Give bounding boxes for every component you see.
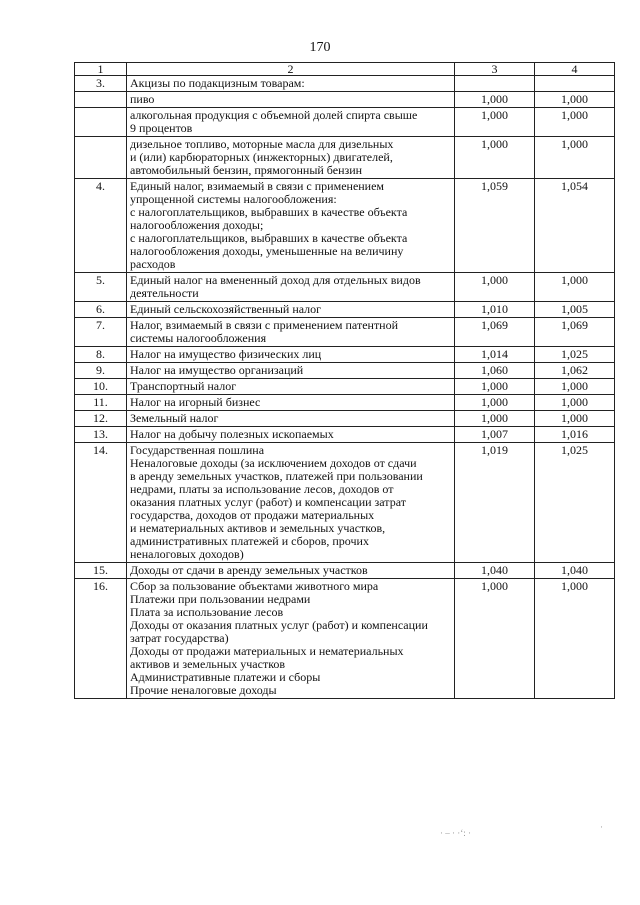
coefficient-col4: 1,000 xyxy=(535,137,615,179)
row-number: 6. xyxy=(75,302,127,318)
description-line: алкогольная продукция с объемной долей спирта свыше xyxy=(130,108,418,122)
description-line: недрами, платы за использование лесов, доходов от xyxy=(130,482,394,496)
coefficient-col3: 1,019 xyxy=(455,443,535,563)
coefficient-col4: 1,000 xyxy=(535,273,615,302)
row-description xyxy=(127,579,455,699)
table-row xyxy=(75,108,615,137)
coefficient-col4 xyxy=(535,76,615,92)
row-description xyxy=(127,76,455,92)
table-row xyxy=(75,427,615,443)
description-line: государства, доходов от продажи материальных xyxy=(130,508,375,522)
coefficient-col3: 1,059 xyxy=(455,179,535,273)
row-description xyxy=(127,427,455,443)
coefficient-col3: 1,000 xyxy=(455,411,535,427)
coefficient-col3: 1,040 xyxy=(455,563,535,579)
row-description xyxy=(127,318,455,347)
description-line: Акцизы по подакцизным товарам: xyxy=(130,76,305,90)
coefficient-col4: 1,025 xyxy=(535,443,615,563)
description-line: неналоговых доходов) xyxy=(130,547,244,561)
description-line: Доходы от сдачи в аренду земельных участков xyxy=(130,563,368,577)
coefficient-col4: 1,000 xyxy=(535,411,615,427)
description-line: Налог на игорный бизнес xyxy=(130,395,261,409)
table-row xyxy=(75,179,615,273)
description-line: оказания платных услуг (работ) и компенсации затрат xyxy=(130,495,406,509)
coefficient-col3: 1,000 xyxy=(455,379,535,395)
description-line: 9 процентов xyxy=(130,121,193,135)
description-line: Единый налог на вмененный доход для отдельных видов xyxy=(130,273,421,287)
header-cell-1: 1 xyxy=(75,63,127,76)
row-number xyxy=(75,137,127,179)
table-row xyxy=(75,395,615,411)
row-description xyxy=(127,137,455,179)
description-line: активов и земельных участков xyxy=(130,657,286,671)
description-line: упрощенной системы налогообложения: xyxy=(130,192,337,206)
row-description xyxy=(127,395,455,411)
table-row xyxy=(75,443,615,563)
description-line: Неналоговые доходы (за исключением доходов от сдачи xyxy=(130,456,417,470)
row-number: 11. xyxy=(75,395,127,411)
coefficient-col4: 1,000 xyxy=(535,92,615,108)
header-cell-2: 2 xyxy=(127,63,455,76)
description-line: Административные платежи и сборы xyxy=(130,670,321,684)
description-line: Транспортный налог xyxy=(130,379,237,393)
coefficient-col3: 1,000 xyxy=(455,108,535,137)
row-number: 4. xyxy=(75,179,127,273)
description-line: затрат государства) xyxy=(130,631,229,645)
row-number: 10. xyxy=(75,379,127,395)
description-line: Налог на имущество физических лиц xyxy=(130,347,322,361)
coefficient-col4: 1,000 xyxy=(535,395,615,411)
row-number: 12. xyxy=(75,411,127,427)
description-line: Единый сельскохозяйственный налог xyxy=(130,302,322,316)
row-description xyxy=(127,273,455,302)
coefficient-col3: 1,060 xyxy=(455,363,535,379)
description-line: расходов xyxy=(130,257,176,271)
table-row xyxy=(75,318,615,347)
tax-coefficients-table xyxy=(74,62,615,699)
row-number xyxy=(75,92,127,108)
coefficient-col3: 1,000 xyxy=(455,137,535,179)
header-cell-3: 3 xyxy=(455,63,535,76)
description-line: Налог на добычу полезных ископаемых xyxy=(130,427,334,441)
table-body xyxy=(75,63,615,699)
description-line: дизельное топливо, моторные масла для дизельных xyxy=(130,137,394,151)
description-line: Налог на имущество организаций xyxy=(130,363,304,377)
table-row xyxy=(75,411,615,427)
row-number: 15. xyxy=(75,563,127,579)
description-line: и (или) карбюраторных (инжекторных) двигателей, xyxy=(130,150,393,164)
row-number: 9. xyxy=(75,363,127,379)
coefficient-col4: 1,054 xyxy=(535,179,615,273)
page-number: 170 xyxy=(309,40,331,55)
coefficient-col4: 1,000 xyxy=(535,379,615,395)
description-line: с налогоплательщиков, выбравших в качестве объекта xyxy=(130,231,408,245)
description-line: с налогоплательщиков, выбравших в качестве объекта xyxy=(130,205,408,219)
coefficient-col4: 1,062 xyxy=(535,363,615,379)
coefficient-col3: 1,014 xyxy=(455,347,535,363)
table-row xyxy=(75,273,615,302)
description-line: в аренду земельных участков, платежей при пользовании xyxy=(130,469,423,483)
row-number: 16. xyxy=(75,579,127,699)
coefficient-col4: 1,005 xyxy=(535,302,615,318)
description-line: Прочие неналоговые доходы xyxy=(130,683,277,697)
description-line: Платежи при пользовании недрами xyxy=(130,592,311,606)
coefficient-col3: 1,000 xyxy=(455,579,535,699)
description-line: Единый налог, взимаемый в связи с применением xyxy=(130,179,385,193)
coefficient-col3: 1,010 xyxy=(455,302,535,318)
row-number: 5. xyxy=(75,273,127,302)
row-description xyxy=(127,363,455,379)
table-row xyxy=(75,92,615,108)
table-row xyxy=(75,379,615,395)
description-line: налогообложения доходы; xyxy=(130,218,264,232)
description-line: Налог, взимаемый в связи с применением патентной xyxy=(130,318,399,332)
coefficient-col3: 1,000 xyxy=(455,273,535,302)
description-line: и нематериальных активов и земельных участков, xyxy=(130,521,386,535)
coefficient-col4: 1,000 xyxy=(535,579,615,699)
row-number xyxy=(75,108,127,137)
description-line: Земельный налог xyxy=(130,411,219,425)
coefficient-col4: 1,069 xyxy=(535,318,615,347)
row-description xyxy=(127,443,455,563)
coefficient-col3: 1,007 xyxy=(455,427,535,443)
scan-artifact-edge: · xyxy=(600,822,603,832)
header-row xyxy=(75,63,615,76)
row-description xyxy=(127,108,455,137)
description-line: Плата за использование лесов xyxy=(130,605,284,619)
table-row xyxy=(75,347,615,363)
description-line: Доходы от продажи материальных и нематериальных xyxy=(130,644,404,658)
coefficient-col3: 1,000 xyxy=(455,395,535,411)
coefficient-col4: 1,000 xyxy=(535,108,615,137)
table-row xyxy=(75,363,615,379)
row-number: 13. xyxy=(75,427,127,443)
row-description xyxy=(127,563,455,579)
coefficient-col4: 1,025 xyxy=(535,347,615,363)
table-row xyxy=(75,579,615,699)
row-description xyxy=(127,347,455,363)
row-description xyxy=(127,379,455,395)
coefficient-col3: 1,000 xyxy=(455,92,535,108)
row-description xyxy=(127,411,455,427)
row-number: 14. xyxy=(75,443,127,563)
table-row xyxy=(75,137,615,179)
row-number: 3. xyxy=(75,76,127,92)
description-line: Государственная пошлина xyxy=(130,443,265,457)
description-line: деятельности xyxy=(130,286,199,300)
row-description xyxy=(127,179,455,273)
description-line: Доходы от оказания платных услуг (работ) и компенсации xyxy=(130,618,428,632)
row-number: 7. xyxy=(75,318,127,347)
coefficient-col4: 1,040 xyxy=(535,563,615,579)
coefficient-col4: 1,016 xyxy=(535,427,615,443)
table-row xyxy=(75,302,615,318)
coefficient-col3: 1,069 xyxy=(455,318,535,347)
description-line: налогообложения доходы, уменьшенные на величину xyxy=(130,244,404,258)
description-line: системы налогообложения xyxy=(130,331,267,345)
table-row xyxy=(75,76,615,92)
table-row xyxy=(75,563,615,579)
row-number: 8. xyxy=(75,347,127,363)
description-line: административных платежей и сборов, прочих xyxy=(130,534,369,548)
row-description xyxy=(127,92,455,108)
row-description xyxy=(127,302,455,318)
description-line: автомобильный бензин, прямогонный бензин xyxy=(130,163,363,177)
scan-artifact: · – · ·‘: · xyxy=(440,828,471,838)
header-cell-4: 4 xyxy=(535,63,615,76)
description-line: пиво xyxy=(130,92,155,106)
coefficient-col3 xyxy=(455,76,535,92)
description-line: Сбор за пользование объектами животного мира xyxy=(130,579,379,593)
